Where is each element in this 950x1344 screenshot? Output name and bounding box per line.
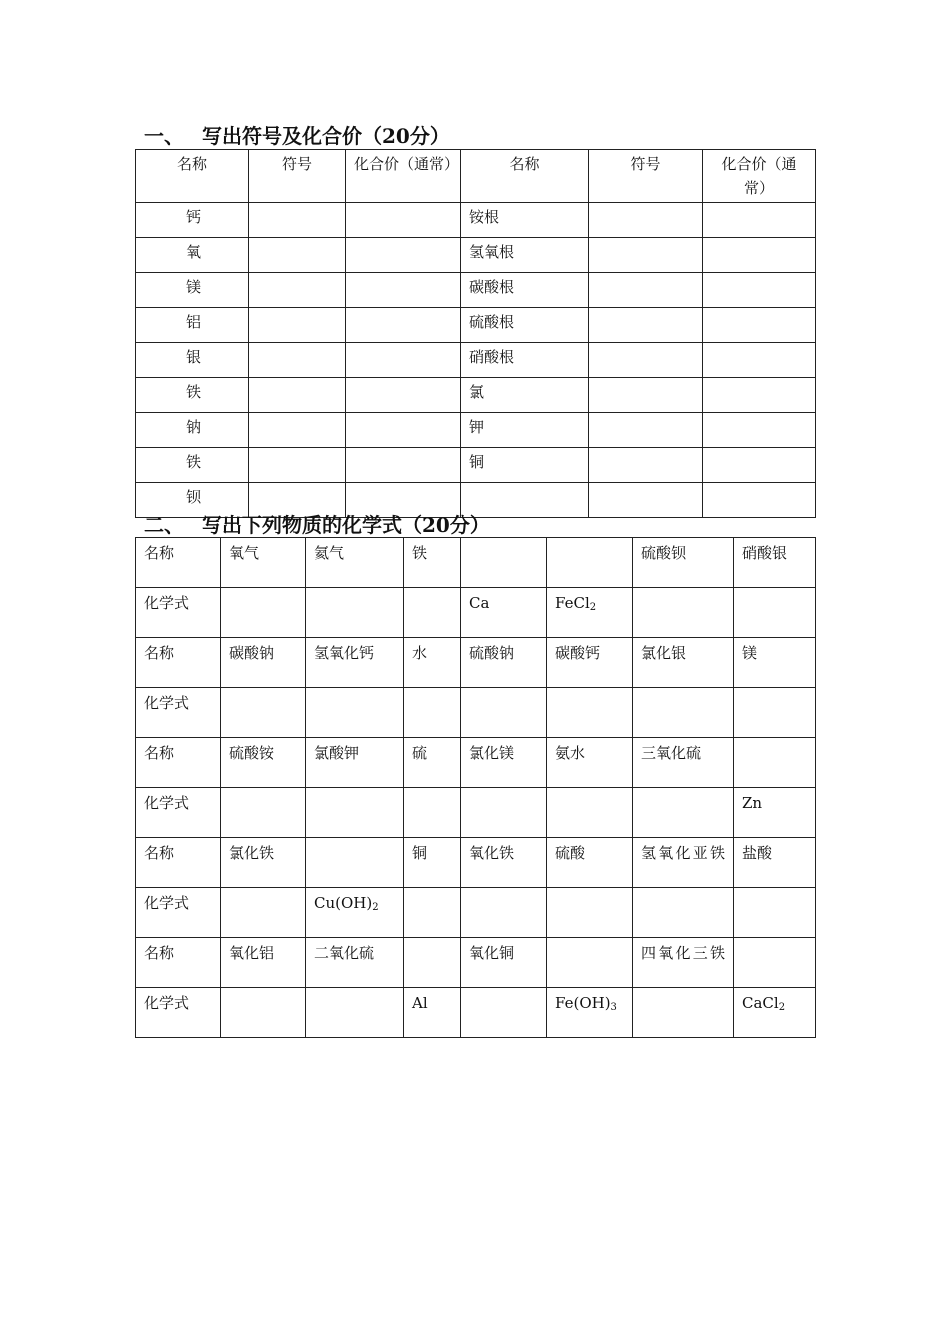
column-header: 符号 <box>249 150 346 203</box>
answer-blank-cell[interactable] <box>703 483 816 518</box>
given-value-cell: 硝酸银 <box>734 538 816 588</box>
answer-blank-cell[interactable] <box>461 888 547 938</box>
answer-blank-cell[interactable] <box>346 448 461 483</box>
answer-blank-cell[interactable] <box>221 888 306 938</box>
answer-blank-cell[interactable] <box>221 588 306 638</box>
row-label-cell: 名称 <box>136 638 221 688</box>
answer-blank-cell[interactable] <box>249 273 346 308</box>
table-row <box>136 938 816 988</box>
row-label-cell: 名称 <box>136 838 221 888</box>
given-value-cell: 氧化铜 <box>461 938 547 988</box>
answer-blank-cell[interactable] <box>249 308 346 343</box>
given-value-cell: 氧气 <box>221 538 306 588</box>
given-value-cell: 氧化铝 <box>221 938 306 988</box>
name-cell: 银 <box>136 343 249 378</box>
table-row <box>136 688 816 738</box>
given-value-cell: 氦气 <box>306 538 404 588</box>
name-cell: 钠 <box>136 413 249 448</box>
row-label-cell: 化学式 <box>136 788 221 838</box>
section-2-heading <box>144 513 490 537</box>
name-cell: 氯 <box>461 378 589 413</box>
given-value-cell: 氢氧化亚铁 <box>633 838 734 888</box>
row-label-cell: 名称 <box>136 938 221 988</box>
row-label-cell: 化学式 <box>136 888 221 938</box>
answer-blank-cell[interactable] <box>249 238 346 273</box>
name-cell: 铵根 <box>461 203 589 238</box>
given-value-cell: 氧化铁 <box>461 838 547 888</box>
given-value-cell: 硫酸钠 <box>461 638 547 688</box>
answer-blank-cell[interactable] <box>346 308 461 343</box>
table-row <box>136 413 816 448</box>
given-value-cell: 铁 <box>404 538 461 588</box>
answer-blank-cell[interactable] <box>461 688 547 738</box>
answer-blank-cell[interactable] <box>249 203 346 238</box>
answer-blank-cell[interactable] <box>346 273 461 308</box>
given-value-cell: 氯酸钾 <box>306 738 404 788</box>
table-row <box>136 988 816 1038</box>
name-cell: 硫酸根 <box>461 308 589 343</box>
answer-blank-cell[interactable] <box>404 938 461 988</box>
table-row <box>136 308 816 343</box>
table-row <box>136 238 816 273</box>
answer-blank-cell[interactable] <box>703 448 816 483</box>
given-value-cell: 氨水 <box>547 738 633 788</box>
answer-blank-cell[interactable] <box>346 343 461 378</box>
row-label-cell: 化学式 <box>136 688 221 738</box>
answer-blank-cell[interactable] <box>249 448 346 483</box>
name-cell: 钡 <box>136 483 249 518</box>
row-label-cell: 名称 <box>136 738 221 788</box>
given-value-cell: $Cu(OH)_2$ <box>306 888 404 938</box>
name-cell: 钙 <box>136 203 249 238</box>
answer-blank-cell[interactable] <box>589 343 703 378</box>
table-row <box>136 538 816 588</box>
column-header: 化合价（通常） <box>346 150 461 203</box>
answer-blank-cell[interactable] <box>404 588 461 638</box>
answer-blank-cell[interactable] <box>703 308 816 343</box>
column-header: 名称 <box>136 150 249 203</box>
name-cell: 镁 <box>136 273 249 308</box>
given-value-cell: 三氧化硫 <box>633 738 734 788</box>
name-cell: 氢氧根 <box>461 238 589 273</box>
given-value-cell: 氯化镁 <box>461 738 547 788</box>
given-value-cell: 碳酸钠 <box>221 638 306 688</box>
symbol-valence-table <box>135 149 816 518</box>
name-cell: 氧 <box>136 238 249 273</box>
table-row <box>136 888 816 938</box>
section-1-heading <box>144 124 450 148</box>
name-cell: 铜 <box>461 448 589 483</box>
given-value-cell: CaCl$_2$ <box>734 988 816 1038</box>
given-value-cell: 硫酸铵 <box>221 738 306 788</box>
answer-blank-cell[interactable] <box>703 203 816 238</box>
given-value-cell: 盐酸 <box>734 838 816 888</box>
given-value-cell: Zn <box>734 788 816 838</box>
name-cell: 钾 <box>461 413 589 448</box>
answer-blank-cell[interactable] <box>734 588 816 638</box>
answer-blank-cell[interactable] <box>249 343 346 378</box>
section-2-title: 写出下列物质的化学式（20分） <box>202 513 490 537</box>
name-cell: 铁 <box>136 448 249 483</box>
answer-blank-cell[interactable] <box>346 378 461 413</box>
answer-blank-cell[interactable] <box>703 378 816 413</box>
answer-blank-cell[interactable] <box>221 788 306 838</box>
answer-blank-cell[interactable] <box>633 788 734 838</box>
answer-blank-cell[interactable] <box>589 273 703 308</box>
answer-blank-cell[interactable] <box>221 988 306 1038</box>
answer-blank-cell[interactable] <box>703 343 816 378</box>
answer-blank-cell[interactable] <box>703 238 816 273</box>
answer-blank-cell[interactable] <box>734 688 816 738</box>
given-value-cell: 碳酸钙 <box>547 638 633 688</box>
answer-blank-cell[interactable] <box>633 588 734 638</box>
answer-blank-cell[interactable] <box>633 988 734 1038</box>
row-label-cell: 名称 <box>136 538 221 588</box>
column-header: 化合价（通常） <box>703 150 816 203</box>
answer-blank-cell[interactable] <box>461 538 547 588</box>
given-value-cell: 硫酸钡 <box>633 538 734 588</box>
table-row <box>136 273 816 308</box>
section-1-number: 一、 <box>144 124 184 148</box>
answer-blank-cell[interactable] <box>404 788 461 838</box>
answer-blank-cell[interactable] <box>589 238 703 273</box>
table-row <box>136 738 816 788</box>
table-header-row <box>136 150 816 203</box>
name-cell: 碳酸根 <box>461 273 589 308</box>
given-value-cell: Al <box>404 988 461 1038</box>
answer-blank-cell[interactable] <box>734 938 816 988</box>
section-1-title: 写出符号及化合价（20分） <box>202 124 450 148</box>
answer-blank-cell[interactable] <box>249 413 346 448</box>
answer-blank-cell[interactable] <box>633 888 734 938</box>
answer-blank-cell[interactable] <box>249 378 346 413</box>
row-label-cell: 化学式 <box>136 588 221 638</box>
answer-blank-cell[interactable] <box>346 413 461 448</box>
column-header: 符号 <box>589 150 703 203</box>
table-row <box>136 378 816 413</box>
answer-blank-cell[interactable] <box>547 788 633 838</box>
answer-blank-cell[interactable] <box>306 838 404 888</box>
column-header: 名称 <box>461 150 589 203</box>
given-value-cell: 四氧化三铁 <box>633 938 734 988</box>
answer-blank-cell[interactable] <box>589 448 703 483</box>
given-value-cell: 二氧化硫 <box>306 938 404 988</box>
answer-blank-cell[interactable] <box>589 378 703 413</box>
answer-blank-cell[interactable] <box>703 413 816 448</box>
answer-blank-cell[interactable] <box>461 788 547 838</box>
table-row <box>136 638 816 688</box>
answer-blank-cell[interactable] <box>703 273 816 308</box>
answer-blank-cell[interactable] <box>306 588 404 638</box>
answer-blank-cell[interactable] <box>589 483 703 518</box>
given-value-cell: $Fe(OH)_3$ <box>547 988 633 1038</box>
answer-blank-cell[interactable] <box>589 308 703 343</box>
answer-blank-cell[interactable] <box>734 738 816 788</box>
answer-blank-cell[interactable] <box>404 688 461 738</box>
table-row <box>136 203 816 238</box>
given-value-cell: 硫 <box>404 738 461 788</box>
answer-blank-cell[interactable] <box>589 413 703 448</box>
answer-blank-cell[interactable] <box>633 688 734 738</box>
table-row <box>136 343 816 378</box>
table-row <box>136 448 816 483</box>
given-value-cell: 镁 <box>734 638 816 688</box>
answer-blank-cell[interactable] <box>221 688 306 738</box>
given-value-cell: 氯化铁 <box>221 838 306 888</box>
answer-blank-cell[interactable] <box>404 888 461 938</box>
name-cell: 铝 <box>136 308 249 343</box>
answer-blank-cell[interactable] <box>346 203 461 238</box>
name-cell: 硝酸根 <box>461 343 589 378</box>
given-value-cell: 硫酸 <box>547 838 633 888</box>
answer-blank-cell[interactable] <box>547 888 633 938</box>
row-label-cell: 化学式 <box>136 988 221 1038</box>
given-value-cell: FeCl$_2$ <box>547 588 633 638</box>
table-row <box>136 588 816 638</box>
answer-blank-cell[interactable] <box>734 888 816 938</box>
given-value-cell: Ca <box>461 588 547 638</box>
given-value-cell: 氯化银 <box>633 638 734 688</box>
answer-blank-cell[interactable] <box>306 788 404 838</box>
given-value-cell: 氢氧化钙 <box>306 638 404 688</box>
given-value-cell: 水 <box>404 638 461 688</box>
answer-blank-cell[interactable] <box>306 688 404 738</box>
answer-blank-cell[interactable] <box>547 538 633 588</box>
answer-blank-cell[interactable] <box>589 203 703 238</box>
given-value-cell: 铜 <box>404 838 461 888</box>
chemical-formula-table <box>135 537 816 1038</box>
table-row <box>136 838 816 888</box>
answer-blank-cell[interactable] <box>461 988 547 1038</box>
answer-blank-cell[interactable] <box>306 988 404 1038</box>
section-2-number: 二、 <box>144 513 184 537</box>
name-cell: 铁 <box>136 378 249 413</box>
answer-blank-cell[interactable] <box>346 238 461 273</box>
answer-blank-cell[interactable] <box>547 688 633 738</box>
answer-blank-cell[interactable] <box>547 938 633 988</box>
table-row <box>136 788 816 838</box>
